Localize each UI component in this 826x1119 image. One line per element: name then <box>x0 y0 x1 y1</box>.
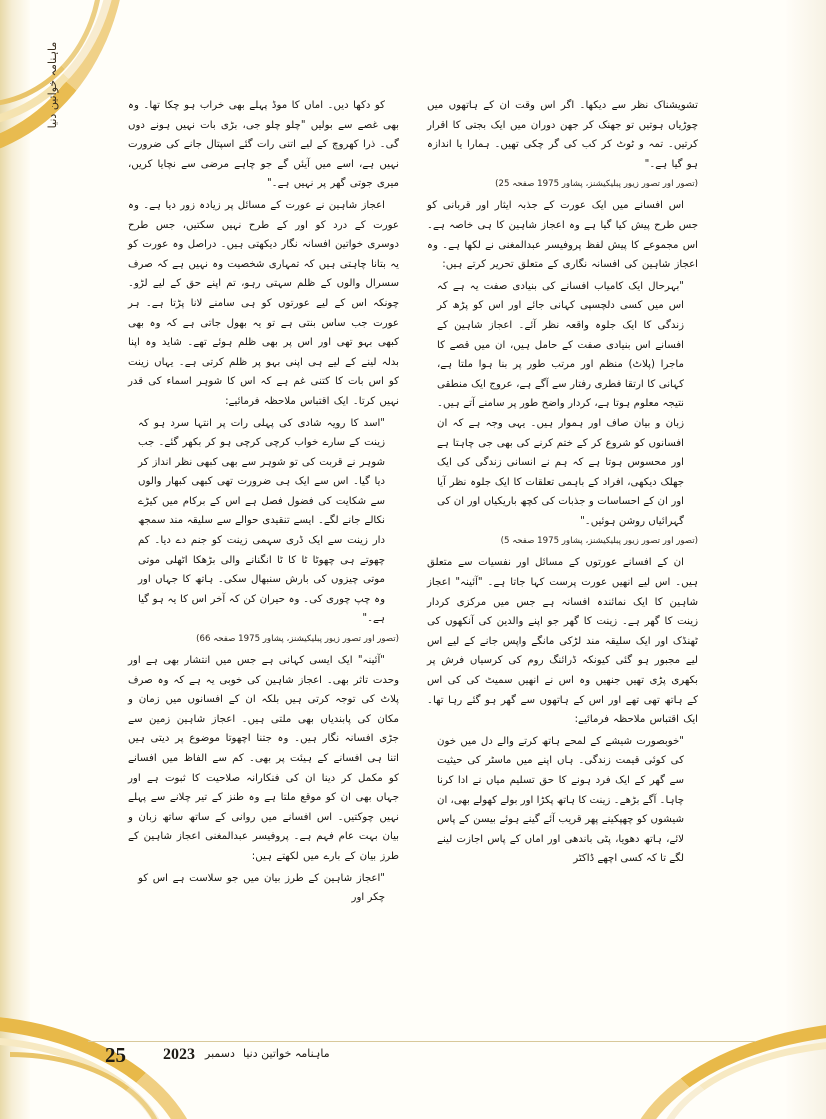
page-footer <box>0 1041 826 1071</box>
right-page-edge <box>786 0 826 1119</box>
citation: (تصور اور تصور زیور پبلیکیشنز، پشاور 1975 صفحہ 5) <box>500 536 698 547</box>
column-left <box>427 96 698 996</box>
page-number: 25 <box>105 1043 126 1067</box>
issue-year: 2023 <box>163 1046 195 1063</box>
column-right <box>128 96 399 996</box>
paragraph: کو دکھا دیں۔ اماں کا موڈ پہلے بھی خراب ہو چکا تھا۔ وہ بھی غصے سے بولیں "چلو چلو جی، بڑی بات نہیں ہونے دوں گی۔ ذرا کھروچ کے لیے اتنی رات گئے اسپتال جانے کی ضرورت نہیں ہے، اسے میں آیئں گے جو چاہے مرضی سے نچایا کریں، میری جوتی گھر پر نہیں ہے۔" <box>128 100 399 190</box>
citation: (تصور اور تصور زیور پبلیکیشنز، پشاور 1975 صفحہ 25) <box>495 179 698 190</box>
paragraph: اس افسانے میں ایک عورت کے جذبہ ایثار اور قربانی کو جس طرح پیش کیا گیا ہے وہ اعجاز شاہین کا ہی خاصہ ہے۔ اس مجموعے کا پیش لفظ پروفیسر عبدالمغنی نے لکھا ہے۔ وہ اعجاز شاہین کی افسانہ نگاری کے متعلق تحریر کرتے ہیں: <box>427 200 698 271</box>
blockquote: "اعجاز شاہین کے طرز بیان میں جو سلاست ہے اس کو چکر اور <box>138 872 385 904</box>
footer-masthead: ماہنامہ خواتین دنیا <box>243 1047 330 1060</box>
issue-month: دسمبر <box>205 1047 235 1060</box>
blockquote: "بہرحال ایک کامیاب افسانے کی بنیادی صفت یہ ہے کہ اس میں کسی دلچسپی کہانی جائے اور اس کو پڑھ کر زندگی کا ایک جلوہ واقعہ نظر آئے۔ اعجاز شاہین کے افسانے اس بنیادی صفت کے حامل ہیں، ان میں قصے کا ماجرا (پلاٹ) منظم اور مرتب طور پر بنا ہوا ملتا ہے، کہانی کا ارتقا فطری رفتار سے آگے ہے، عروج ایک منطقی نتیجہ معلوم ہوتا ہے، کردار واضح طور پر سامنے آتے ہیں۔ زبان و بیان صاف اور ہموار ہیں۔ یہی وجہ ہے کہ ان افسانوں کو شروع کر کے ختم کرنے کی بھی جی چاہتا ہے اور محسوس ہوتا ہے کہ ہم نے انسانی زندگی کی ایک جھلک دیکھی، افراد کے باہمی تعلقات کا ایک جلوہ نظر آیا اور ان کے احساسات و جذبات کی کچھ باریکیاں اور ان کی گہرائیاں روشن ہوئیں۔" <box>437 280 684 527</box>
article-body <box>128 96 698 996</box>
paragraph: اعجاز شاہین نے عورت کے مسائل پر زیادہ زور دیا ہے۔ وہ عورت کے درد کو اور کے طرح نہیں سکتیں، جس طرح دوسری خواتین افسانہ نگار دیکھتی ہیں۔ دراصل وہ عورت کو یہ بتانا چاہتی ہیں کہ تمہاری شخصیت وہ نہیں ہے کہ صرف سسرال والوں کے ظلم سہتی رہو، تم اپنے حق کے لیے لڑو۔ چونکہ اس کے لیے عورتوں کو ہی سامنے لانا پڑتا ہے۔ ہر عورت جب ساس بنتی ہے تو یہ بھول جاتی ہے کہ وہ بھی کبھی بہو تھی اور اس پر بھی ظلم ہوئے تھے۔ شاید وہ اپنا بدلہ لینے کے لیے ہی اپنی بہو پر ظلم کرتی ہے۔ یہاں زینت کو اس بات کا کتنی غم ہے کہ اس کا شوہر اسماء کی قدر نہیں کرتا۔ ایک اقتباس ملاحظہ فرمائیے: <box>128 199 399 407</box>
blockquote: "اسد کا رویہ شادی کی پہلی رات پر انتہا سرد ہو کہ زینت کے سارے خواب کرچی کرچی ہو کر بکھر گئے۔ جب شوہر نے قربت کی تو شوہر سے بھی کبھی نظر انداز کر دیا گیا۔ اس سے ایک ہی ضرورت تھی کبھی کبھار والوں سے شکایت کی فضول فصل ہے اس کے برکام میں کیڑے نکالے جانے لگے۔ ایسے تنقیدی حوالے سے سلیقہ مند سمجھ دار زینت سے ایک ڈری سہمی زینت کو جنم دے دیا۔ کم چھوتے ہی چھوٹا ٹا کا ٹا انگنانے والی بڑھکا اٹھلی موتی موتی چیزوں کی بارش سنبھال سکی۔ ہاتھ کا جہاں اور وہ چپ چوری کی۔ وہ حیران کن کہ آخر اس کا یہ ہو گیا ہے۔" <box>138 417 385 625</box>
paragraph: ان کے افسانے عورتوں کے مسائل اور نفسیات سے متعلق ہیں۔ اس لیے انھیں عورت پرست کہا جاتا ہے۔ "آئینہ" اعجاز شاہین کا ایک نمائندہ افسانہ ہے جس میں مرکزی کردار زینت کا گھر ہے۔ زینت کا گھر جو اپنے والدین کی آنکھوں کی ٹھنڈک اور ایک سلیقہ مند لڑکی مانگے واپس جانے کے لیے اس لیے مجبور ہو گئی کیونکہ ڈرائنگ روم کی کرسیاں فرش پر بکھری پڑی تھیں جنھیں وہ اس نے انھیں سمیٹ کی کی اس کے ہاتھ تھی تھے اور اس کے ہاتھوں سے گھر ہو گئے رہا تھا۔ ایک اقتباس ملاحظہ فرمائیے: <box>427 557 698 726</box>
paragraph: تشویشناک نظر سے دیکھا۔ اگر اس وقت ان کے ہاتھوں میں چوڑیاں ہوتیں تو جھنک کر جھن دوران میں ایک بجتی کا اقرار کرتیں۔ تمہ و ٹوٹ کر کب کی گر چکی تھیں۔ ہمارا یا اندازہ ہو گیا ہے۔" <box>427 100 698 170</box>
side-masthead-label: ماہنامہ خواتین دنیا <box>46 41 59 129</box>
citation: (تصور اور تصور زیور پبلیکیشنز، پشاور 1975 صفحہ 66) <box>196 634 399 645</box>
footer-divider <box>88 1041 756 1042</box>
paragraph: "آئینہ" ایک ایسی کہانی ہے جس میں انتشار بھی ہے اور وحدت تاثر بھی۔ اعجاز شاہین کی خوبی یہ ہے کہ وہ صرف پلاٹ کی توجہ کرتی ہیں بلکہ ان کے افسانوں میں زمان و مکان کی پابندیاں بھی ملتی ہیں۔ اعجاز شاہین زمین سے جڑی افسانہ نگار ہیں۔ وہ جتنا اچھوتا موضوع پر دیتی ہیں اتنا ہی افسانے کے ہیئت پر بھی۔ کم سے الفاظ میں افسانے کو مکمل کر دینا ان کی فنکارانہ صلاحیت کا ثبوت ہے اور جہاں بھی ان کو موقع ملتا ہے وہ طنز کے تیر چلانے سے پہلے نہیں چوکتیں۔ اس افسانے میں روانی کے ساتھ ساتھ زبان و بیان بہت عام فہم ہے۔ پروفیسر عبدالمغنی اعجاز شاہین کے طرز بیان کے بارے میں لکھتے ہیں: <box>128 655 399 862</box>
blockquote: "خوبصورت شیشے کے لمحے ہاتھ کرتے والے دل میں خون کی کوئی قیمت زندگی۔ ہاں اپنے میں ماسٹر کی حیثیت سے گھر کے ایک فرد ہونے کا حق تسلیم میاں نے ادا کرنا چاہا۔ آگے بڑھے۔ زینت کا ہاتھ پکڑا اور بولے کھولے بھی، ان شیشوں کو چھپکینے پھر قریب آئے گینے ہوئے بیسن کے پاس لائے، ہاتھ دھویا، پٹی باندھی اور اماں کے پاس اجازت لینے لگے تا کہ کسی اچھے ڈاکٹر <box>437 735 684 865</box>
